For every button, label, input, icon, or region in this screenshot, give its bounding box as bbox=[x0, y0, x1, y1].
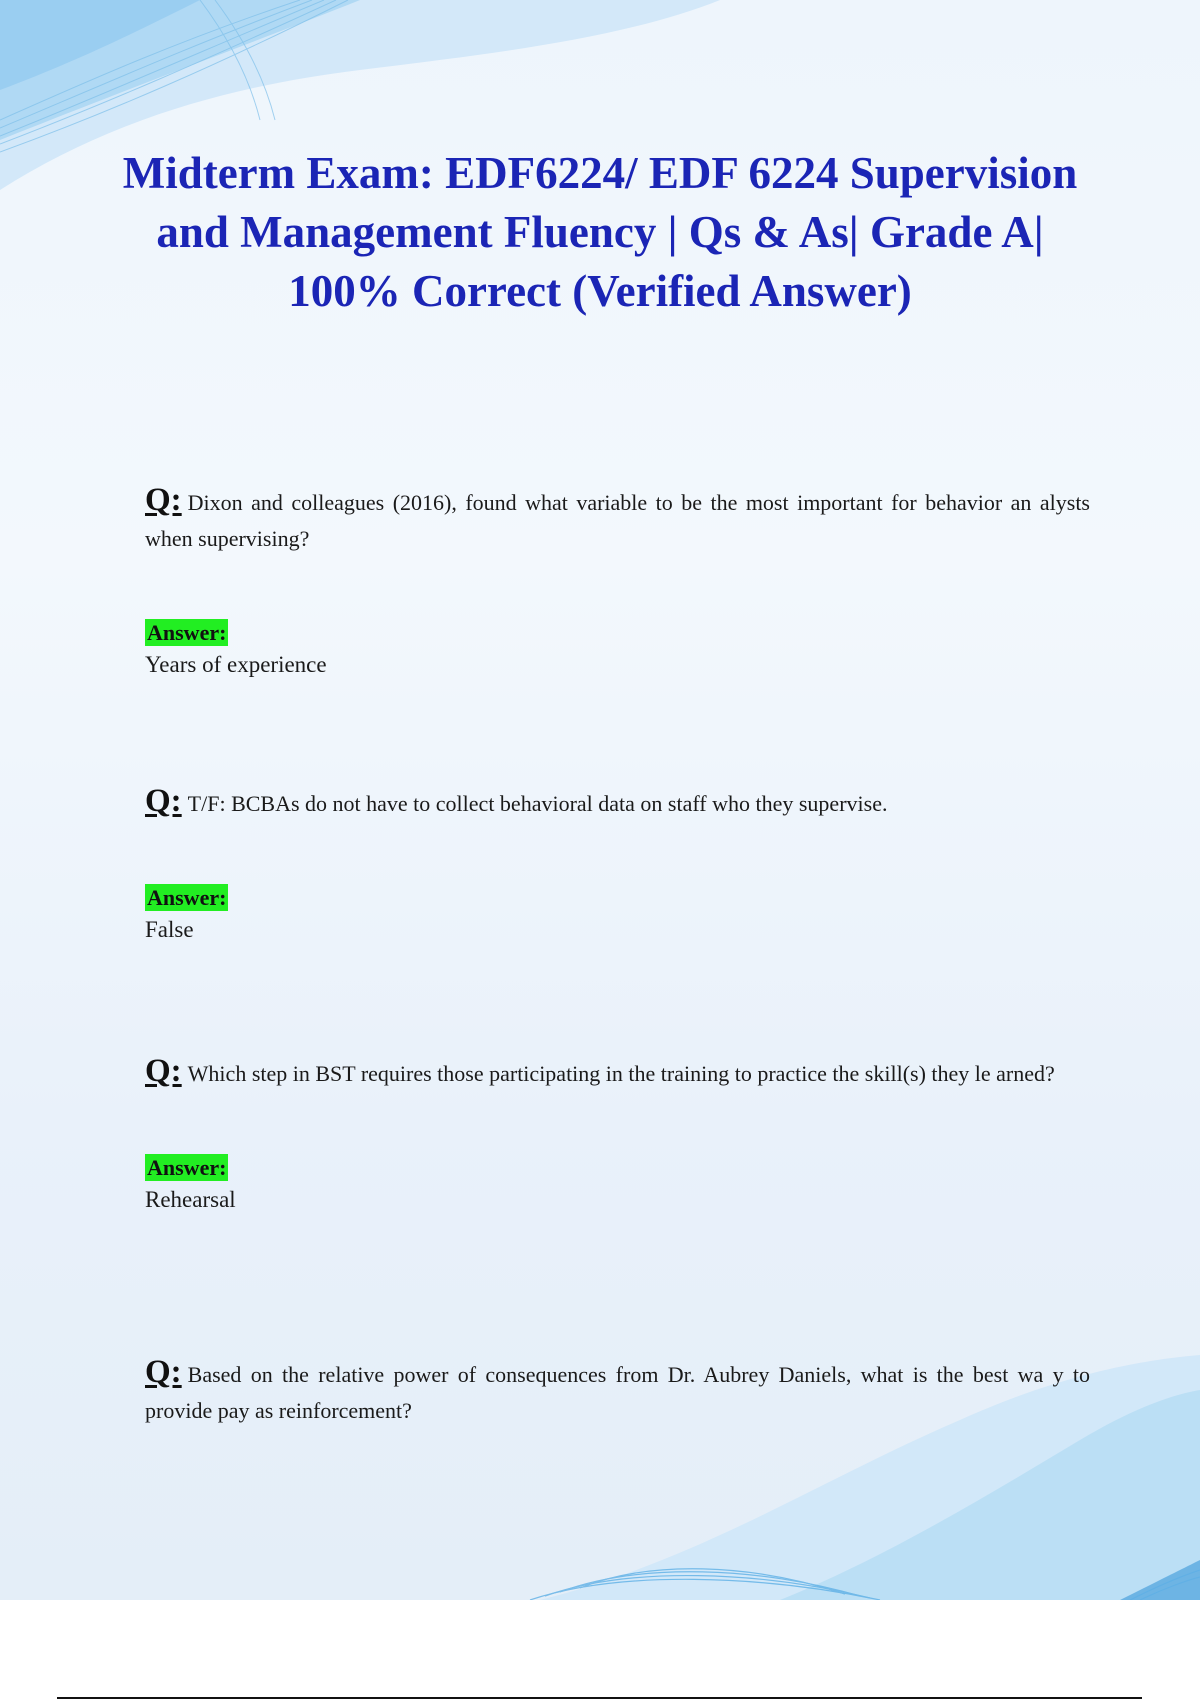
qa-item bbox=[145, 482, 1090, 681]
answer-label: Answer: bbox=[147, 620, 227, 645]
answer-text: Rehearsal bbox=[145, 1187, 236, 1212]
answer-text: False bbox=[145, 917, 194, 942]
question-body: Based on the relative power of consequences from Dr. Aubrey Daniels, what is the best wa y to provide pay as reinforcement? bbox=[145, 1362, 1090, 1423]
question-body: Which step in BST requires those participating in the training to practice the skill(s) they le arned? bbox=[187, 1061, 1055, 1086]
qa-item bbox=[145, 783, 1090, 946]
qa-item bbox=[145, 1053, 1090, 1216]
answer-label: Answer: bbox=[147, 885, 227, 910]
answer-label: Answer: bbox=[147, 1155, 227, 1180]
question-text bbox=[145, 1053, 1090, 1092]
question-marker: Q: bbox=[145, 1053, 182, 1089]
footer-rule bbox=[57, 1697, 1142, 1699]
question-marker: Q: bbox=[145, 482, 182, 518]
question-body: Dixon and colleagues (2016), found what variable to be the most important for behavior an alysts when supervising? bbox=[145, 490, 1090, 551]
question-marker: Q: bbox=[145, 783, 182, 819]
question-marker: Q: bbox=[145, 1354, 182, 1390]
question-body: T/F: BCBAs do not have to collect behavioral data on staff who they supervise. bbox=[187, 791, 888, 816]
document-title: Midterm Exam: EDF6224/ EDF 6224 Supervision and Management Fluency | Qs & As| Grade A| 100% Correct (Verified Answer) bbox=[122, 148, 1078, 316]
question-text bbox=[145, 482, 1090, 557]
answer-text: Years of experience bbox=[145, 652, 327, 677]
question-text bbox=[145, 783, 1090, 822]
qa-item bbox=[145, 1354, 1090, 1429]
question-text bbox=[145, 1354, 1090, 1429]
